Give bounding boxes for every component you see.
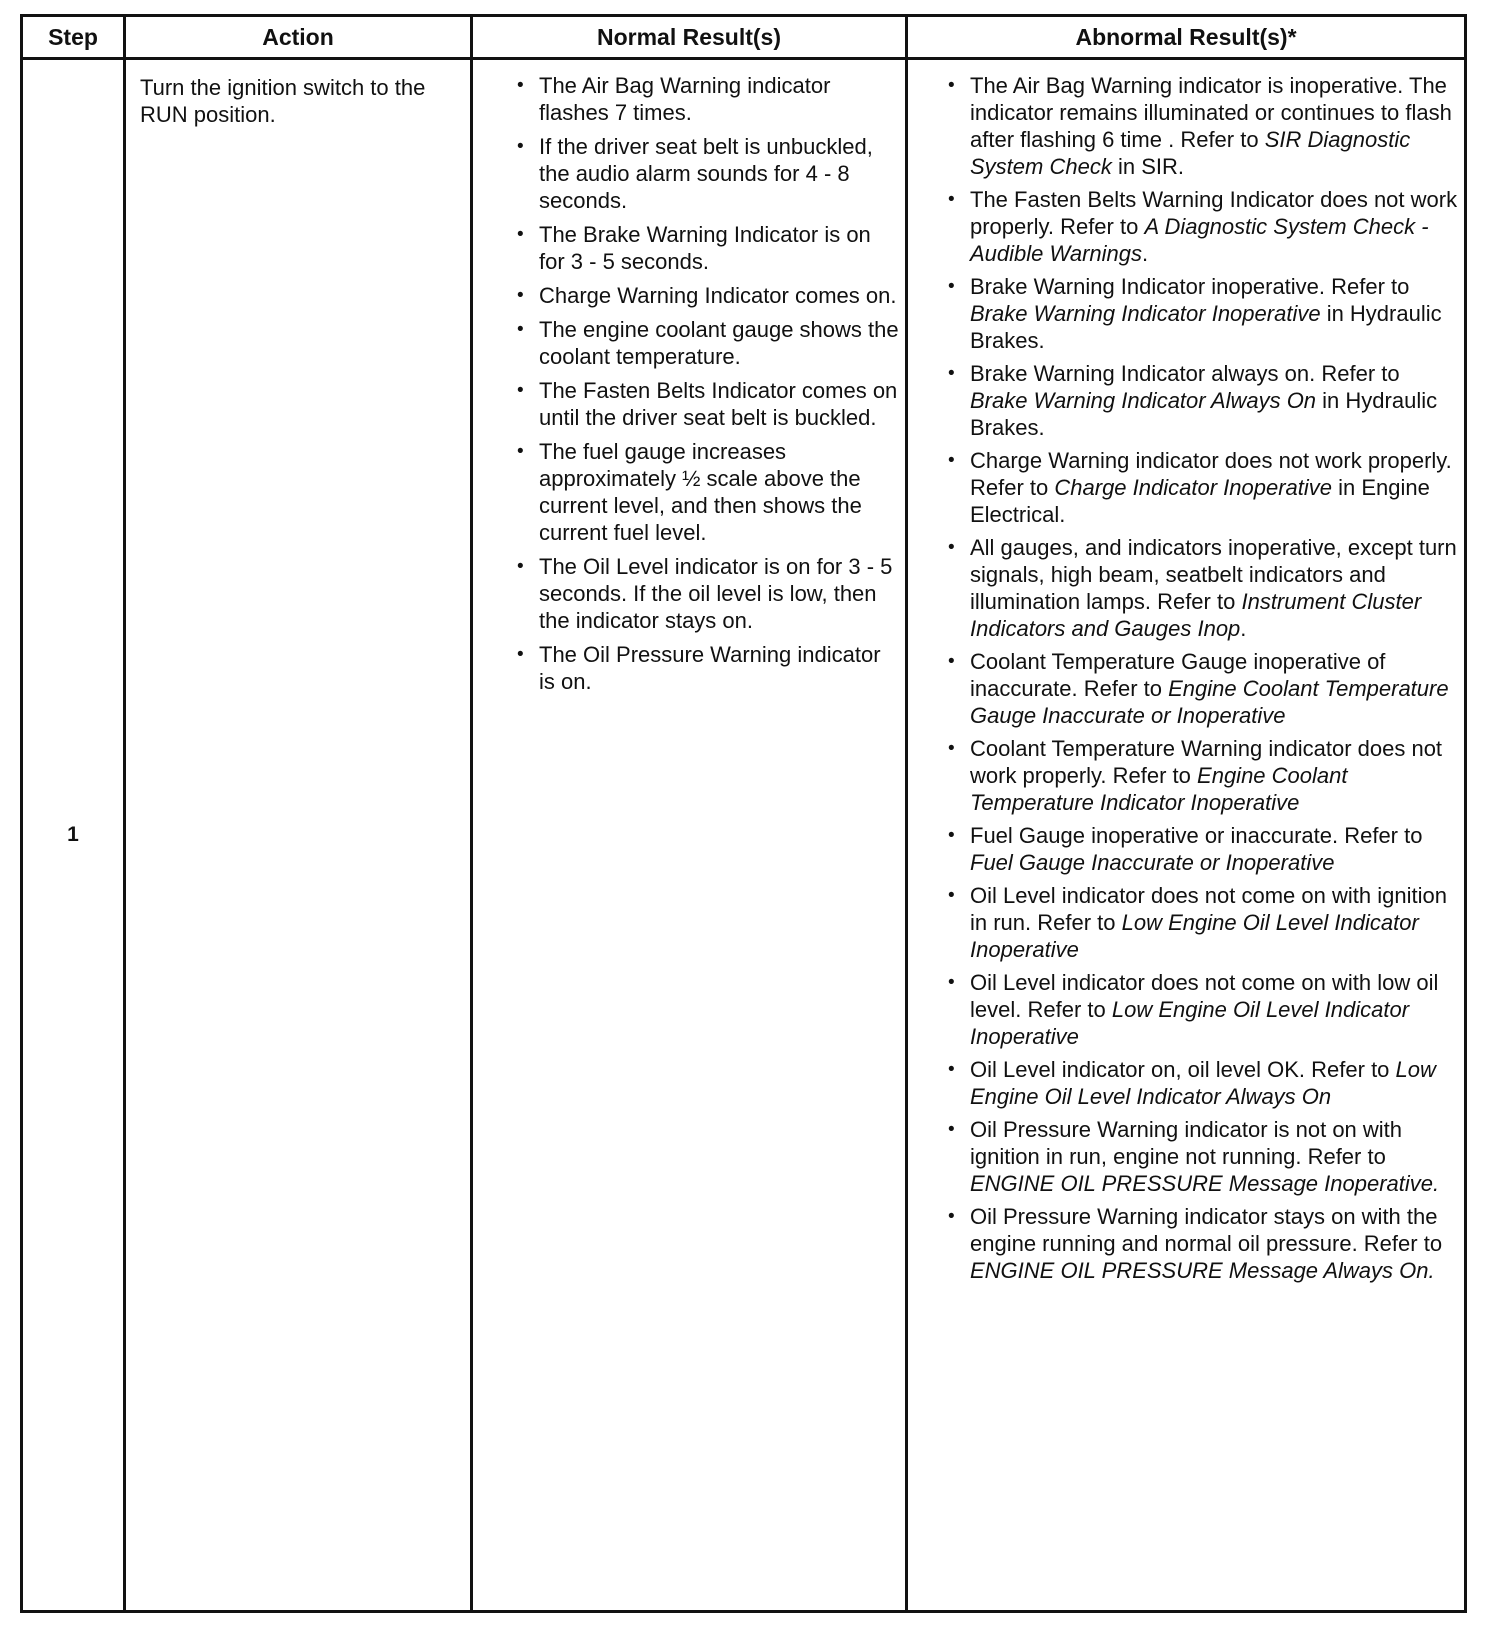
reference-link-text: Engine Coolant Temperature Indicator Inoperative [970, 763, 1348, 815]
table-header-row [22, 16, 1466, 59]
list-item [908, 648, 1460, 729]
abnormal-suffix: in SIR. [1117, 154, 1184, 179]
list-item: • The fuel gauge increases approximately ½ scale above the current level, and then shows the current fuel level. [473, 438, 901, 546]
list-item [908, 822, 1460, 876]
list-item [908, 447, 1460, 528]
step-column-header: Step [22, 16, 125, 59]
list-item: • The Air Bag Warning indicator flashes 7 times. [473, 72, 901, 126]
abnormal-text: The Air Bag Warning indicator is inoperative. The indicator remains illuminated or continues to flash after flashing 6 time . Refer to [970, 73, 1452, 152]
normal-results-cell [472, 59, 907, 1612]
normal-results-column-header: Normal Result(s) [472, 16, 907, 59]
list-item [908, 882, 1460, 963]
step-number: 1 [22, 59, 125, 1612]
list-item: • The Oil Pressure Warning indicator is on. [473, 641, 901, 695]
list-item: • Charge Warning Indicator comes on. [473, 282, 901, 309]
action-text: Turn the ignition switch to the RUN position. [125, 59, 472, 1612]
reference-link-text: Brake Warning Indicator Always On [970, 388, 1317, 413]
list-item [908, 72, 1460, 180]
list-item [908, 1203, 1460, 1284]
abnormal-text: Brake Warning Indicator always on. Refer to [970, 361, 1400, 386]
abnormal-text: Oil Level indicator on, oil level OK. Refer to [970, 1057, 1390, 1082]
abnormal-results-column-header: Abnormal Result(s)* [907, 16, 1466, 59]
abnormal-text: Coolant Temperature Warning indicator does not work properly. Refer to [970, 736, 1443, 788]
abnormal-text: Fuel Gauge inoperative or inaccurate. Refer to [970, 823, 1423, 848]
list-item: • The Oil Level indicator is on for 3 - 5 seconds. If the oil level is low, then the indicator stays on. [473, 553, 901, 634]
abnormal-text: All gauges, and indicators inoperative, except turn signals, high beam, seatbelt indicators and illumination lamps. Refer to [970, 535, 1457, 614]
list-item [908, 273, 1460, 354]
list-item [908, 360, 1460, 441]
list-item [908, 186, 1460, 267]
list-item [908, 1116, 1460, 1197]
abnormal-suffix: . [1240, 616, 1247, 641]
reference-link-text: Low Engine Oil Level Indicator Inoperative [970, 997, 1410, 1049]
reference-link-text: Brake Warning Indicator Inoperative [970, 301, 1321, 326]
reference-link-text: Engine Coolant Temperature Gauge Inaccurate or Inoperative [970, 676, 1449, 728]
list-item: • The Fasten Belts Indicator comes on until the driver seat belt is buckled. [473, 377, 901, 431]
list-item [908, 735, 1460, 816]
abnormal-suffix: . [1142, 241, 1149, 266]
reference-link-text: Charge Indicator Inoperative [1054, 475, 1333, 500]
list-item: • The Brake Warning Indicator is on for 3 - 5 seconds. [473, 221, 901, 275]
reference-link-text: SIR Diagnostic System Check [970, 127, 1411, 179]
reference-link-text: Low Engine Oil Level Indicator Always On [970, 1057, 1436, 1109]
abnormal-text: Oil Level indicator does not come on with ignition in run. Refer to [970, 883, 1447, 935]
abnormal-text: Charge Warning indicator does not work properly. Refer to [970, 448, 1452, 500]
reference-link-text: ENGINE OIL PRESSURE Message Inoperative. [970, 1171, 1440, 1196]
reference-link-text: Fuel Gauge Inaccurate or Inoperative [970, 850, 1335, 875]
action-column-header: Action [125, 16, 472, 59]
abnormal-text: Oil Pressure Warning indicator is not on with ignition in run, engine not running. Refer to [970, 1117, 1403, 1169]
abnormal-suffix: in Hydraulic Brakes. [970, 388, 1438, 440]
reference-link-text: ENGINE OIL PRESSURE Message Always On. [970, 1258, 1435, 1283]
reference-link-text: Low Engine Oil Level Indicator Inoperative [970, 910, 1419, 962]
abnormal-text: The Fasten Belts Warning Indicator does not work properly. Refer to [970, 187, 1458, 239]
abnormal-suffix: in Engine Electrical. [970, 475, 1430, 527]
abnormal-text: Coolant Temperature Gauge inoperative of inaccurate. Refer to [970, 649, 1386, 701]
list-item: • If the driver seat belt is unbuckled, the audio alarm sounds for 4 - 8 seconds. [473, 133, 901, 214]
list-item [908, 534, 1460, 642]
abnormal-suffix: in Hydraulic Brakes. [970, 301, 1442, 353]
abnormal-results-list [908, 72, 1460, 1284]
list-item [908, 969, 1460, 1050]
abnormal-text: Oil Level indicator does not come on with low oil level. Refer to [970, 970, 1439, 1022]
diagnostic-table [20, 14, 1467, 1613]
reference-link-text: A Diagnostic System Check - Audible Warnings [970, 214, 1429, 266]
normal-results-list [473, 72, 901, 695]
abnormal-text: Oil Pressure Warning indicator stays on with the engine running and normal oil pressure. Refer to [970, 1204, 1443, 1256]
list-item: • The engine coolant gauge shows the coolant temperature. [473, 316, 901, 370]
list-item [908, 1056, 1460, 1110]
abnormal-text: Brake Warning Indicator inoperative. Refer to [970, 274, 1410, 299]
diagnostic-page [20, 14, 1464, 1618]
abnormal-results-cell [907, 59, 1466, 1612]
table-row [22, 59, 1466, 1612]
reference-link-text: Instrument Cluster Indicators and Gauges Inop [970, 589, 1422, 641]
